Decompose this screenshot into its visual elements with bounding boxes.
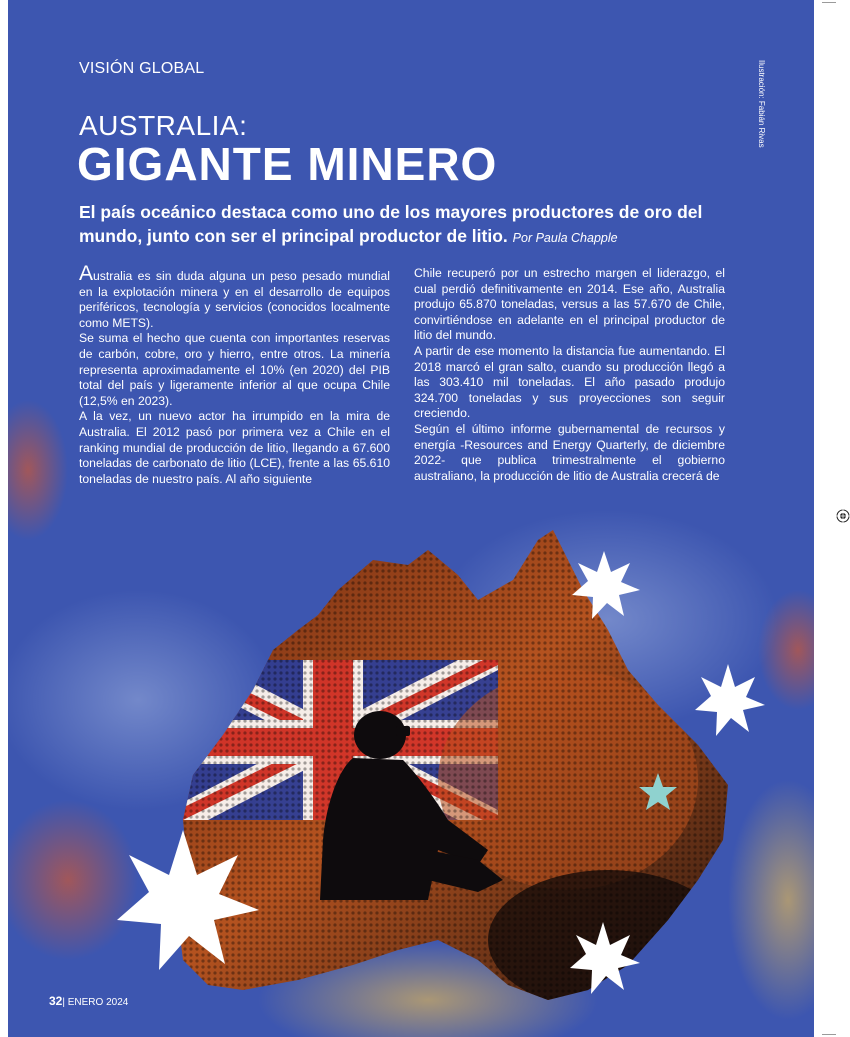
registration-mark-icon: [836, 509, 850, 523]
body-paragraph: Según el último informe gubernamental de recursos y energía -Resources and Energy Quarterly, de diciembre 2022- que publica trimestralmente el gobierno australiano, la producción de litio de Australia crecerá de: [414, 421, 725, 483]
section-label: VISIÓN GLOBAL: [79, 60, 205, 77]
page-number: 32: [49, 994, 63, 1008]
byline: Por Paula Chapple: [512, 231, 618, 245]
title-prefix: AUSTRALIA:: [79, 110, 248, 141]
star-icon: [695, 664, 765, 736]
page-title: GIGANTE MINERO: [77, 138, 498, 190]
australia-illustration: [8, 520, 814, 1037]
lead-text: El país oceánico destaca como uno de los mayores productores de oro del mundo, junto con ser el principal productor de litio.: [79, 202, 703, 246]
body-paragraph: A la vez, un nuevo actor ha irrumpido en la mira de Australia. El 2012 pasó por primera vez a Chile en el ranking mundial de producción de litio, llegando a 67.600 toneladas de carbonato de litio (LCE), frente a las 65.610 toneladas de nuestro país. Al año siguiente: [79, 409, 390, 486]
page-footer: [49, 994, 128, 1008]
magazine-page: [8, 0, 814, 1037]
drop-cap: A: [79, 262, 94, 285]
issue-date: | ENERO 2024: [62, 997, 129, 1008]
body-paragraph: A partir de ese momento la distancia fue aumentando. El 2018 marcó el gran salto, cuando su producción llegó a las 303.410 mil toneladas. El año pasado produjo 324.700 toneladas y sus proyecciones son seguir creciendo.: [414, 343, 725, 421]
australia-map: [158, 520, 758, 1037]
crop-mark: [822, 1034, 836, 1035]
body-paragraph: Australia es sin duda alguna un peso pesado mundial en la explotación minera y en el desarrollo de equipos periféricos, tecnología y servicios (conocidos localmente como METS).: [79, 262, 390, 330]
body-column-right: [414, 266, 725, 484]
body-paragraph: Se suma el hecho que cuenta con importantes reservas de carbón, cobre, oro y hierro, entre otros. La minería representa aproximadamente el 10% (en 2020) del PIB total del país y ligeramente inferior al que ocupa Chile (12,5% en 2023).: [79, 331, 390, 408]
lead-paragraph: [79, 200, 751, 250]
crop-mark: [822, 2, 836, 3]
body-column-left: [79, 262, 390, 487]
illustration-credit: Ilustración: Fabián Rivas: [757, 60, 766, 148]
body-paragraph: Chile recuperó por un estrecho margen el liderazgo, el cual perdió definitivamente en 2014. Ese año, Australia produjo 65.870 toneladas, versus a las 57.670 de Chile, convirtiéndose en adelante en el principal productor de litio del mundo.: [414, 266, 725, 343]
